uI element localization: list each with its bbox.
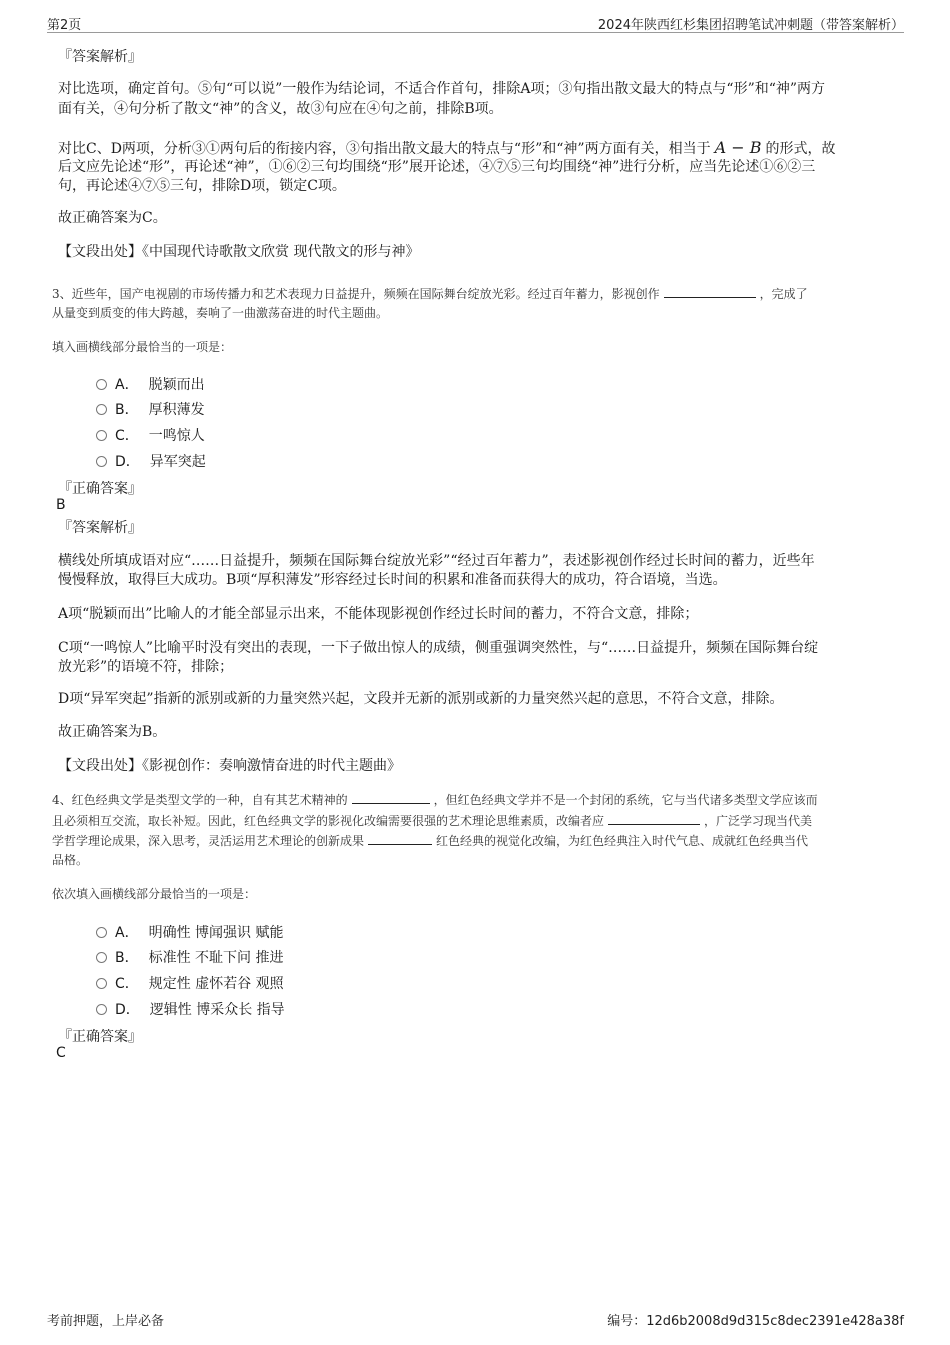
q3-analysis-4: D项“异军突起”指新的派别或新的力量突然兴起，文段并无新的派别或新的力量突然兴起的意思，不符合文意，排除。: [58, 691, 784, 707]
q4-correct-answer: C: [56, 1045, 66, 1061]
q3-stem-text-a: 3、近些年，国产电视剧的市场传播力和艺术表现力日益提升，频频在国际舞台绽放光彩。经过百年蓄力，影视创作: [52, 287, 660, 301]
q3-analysis-2: A项“脱颖而出”比喻人的才能全部显示出来，不能体现影视创作经过长时间的蓄力，不符合文意，排除；: [58, 606, 699, 622]
q3-analysis-1-line2: 慢慢释放，取得巨大成功。B项“厚积薄发”形容经过长时间的积累和准备而获得大的成功，符合语境，当选。: [58, 572, 727, 588]
q3-blank: [664, 285, 756, 298]
q2-analysis-para2-text-b: 的形式，故: [765, 141, 836, 157]
q2-math-expression: A − B: [714, 138, 762, 157]
q4-blank-2: [608, 812, 700, 825]
q2-analysis-para2-text-a: 对比C、D两项，分析③①两句后的衔接内容，③句指出散文最大的特点与“形”和“神”两方面有关，相当于: [58, 141, 711, 157]
page-header: [47, 10, 904, 33]
q3-source: 【文段出处】《影视创作：奏响激情奋进的时代主题曲》: [58, 758, 401, 774]
radio-icon[interactable]: [96, 978, 107, 989]
q2-analysis-para2-line3: 句，再论述④⑦⑤三句，排除D项，锁定C项。: [58, 178, 346, 194]
q4-correct-heading: 『正确答案』: [58, 1029, 142, 1045]
radio-icon[interactable]: [96, 430, 107, 441]
q3-instruction: 填入画横线部分最恰当的一项是：: [52, 340, 233, 354]
q4-instruction: 依次填入画横线部分最恰当的一项是：: [52, 887, 257, 901]
q3-option-d[interactable]: D． 异军突起: [96, 451, 206, 471]
q4-option-c[interactable]: C． 规定性 虚怀若谷 观照: [96, 973, 284, 993]
q3-option-b[interactable]: B． 厚积薄发: [96, 399, 205, 419]
q2-conclusion: 故正确答案为C。: [58, 210, 167, 226]
footer-serial: 编号：12d6b2008d9d315c8dec2391e428a38f: [607, 1314, 904, 1329]
document-title: 2024年陕西红杉集团招聘笔试冲刺题（带答案解析）: [597, 18, 904, 33]
q2-analysis-heading: 『答案解析』: [58, 49, 142, 65]
q2-analysis-para1-line1: 对比选项，确定首句。⑤句“可以说”一般作为结论词，不适合作首句，排除A项；③句指出散文最大的特点与“形”和“神”两方: [58, 81, 826, 97]
q3-correct-answer: B: [56, 497, 66, 513]
q4-blank-3: [368, 832, 432, 845]
radio-icon[interactable]: [96, 404, 107, 415]
q4-stem-line4: 品格。: [52, 853, 89, 867]
footer-slogan: 考前押题，上岸必备: [47, 1314, 165, 1329]
radio-icon[interactable]: [96, 379, 107, 390]
q3-analysis-3-line2: 放光彩”的语境不符，排除；: [58, 659, 234, 675]
q3-analysis-3-line1: C项“一鸣惊人”比喻平时没有突出的表现，一下子做出惊人的成绩，侧重强调突然性，与“……日益提升，频频在国际舞台绽: [58, 640, 819, 656]
radio-icon[interactable]: [96, 927, 107, 938]
page-footer: [47, 1310, 904, 1330]
q4-option-b[interactable]: B． 标准性 不耻下问 推进: [96, 947, 284, 967]
radio-icon[interactable]: [96, 1004, 107, 1015]
q4-stem-line2: 且必须相互交流，取长补短。因此，红色经典文学的影视化改编需要很强的艺术理论思维素质，改编者应 ，广泛学习现当代美: [52, 814, 813, 828]
q4-option-d[interactable]: D． 逻辑性 博采众长 指导: [96, 999, 285, 1019]
q3-conclusion: 故正确答案为B。: [58, 724, 167, 740]
q3-option-a[interactable]: A． 脱颖而出: [96, 374, 205, 394]
q2-analysis-para1-line2: 面有关，④句分析了散文“神”的含义，故③句应在④句之前，排除B项。: [58, 101, 503, 117]
radio-icon[interactable]: [96, 952, 107, 963]
q3-stem-text-b: ，完成了: [759, 287, 808, 301]
q3-analysis-heading: 『答案解析』: [58, 520, 142, 536]
q4-blank-1: [352, 791, 430, 804]
q2-source: 【文段出处】《中国现代诗歌散文欣赏 现代散文的形与神》: [58, 244, 420, 260]
q4-stem-line1: 4、红色经典文学是类型文学的一种，自有其艺术精神的 ，但红色经典文学并不是一个封闭的系统，它与当代诸多类型文学应该而: [52, 793, 818, 807]
q3-analysis-1-line1: 横线处所填成语对应“……日益提升，频频在国际舞台绽放光彩”“经过百年蓄力”，表述影视创作经过长时间的蓄力，近些年: [58, 553, 815, 569]
radio-icon[interactable]: [96, 456, 107, 467]
q3-stem-line1: [52, 284, 808, 304]
q4-option-a[interactable]: A． 明确性 博闻强识 赋能: [96, 922, 283, 942]
q3-option-c[interactable]: C． 一鸣惊人: [96, 425, 205, 445]
q3-stem-line2: 从量变到质变的伟大跨越，奏响了一曲激荡奋进的时代主题曲。: [52, 306, 389, 320]
q2-analysis-para2-line2: 后文应先论述“形”，再论述“神”，①⑥②三句均围绕“形”展开论述，④⑦⑤三句均围绕“神”进行分析，应当先论述①⑥②三: [58, 159, 816, 175]
q4-stem-line3: 学哲学理论成果，深入思考，灵活运用艺术理论的创新成果 红色经典的视觉化改编，为红色经典注入时代气息、成就红色经典当代: [52, 834, 809, 848]
q3-correct-heading: 『正确答案』: [58, 481, 142, 497]
q2-analysis-para2-line1: [58, 138, 835, 159]
page-number: 第2页: [47, 18, 82, 33]
